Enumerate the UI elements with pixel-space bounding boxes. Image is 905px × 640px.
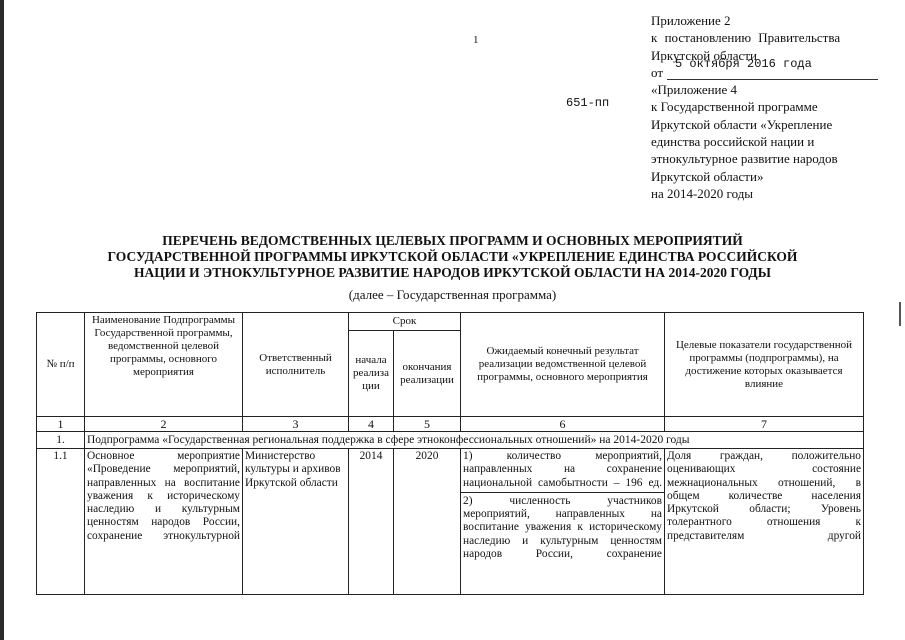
column-number: 4 xyxy=(349,417,394,432)
date-line xyxy=(651,56,891,81)
header-term-end: окончания реализации xyxy=(394,331,461,417)
title-line: ГОСУДАРСТВЕННОЙ ПРОГРАММЫ ИРКУТСКОЙ ОБЛАСТИ «УКРЕПЛЕНИЕ ЕДИНСТВА РОССИЙСКОЙ xyxy=(107,249,798,264)
title-line: ПЕРЕЧЕНЬ ВЕДОМСТВЕННЫХ ЦЕЛЕВЫХ ПРОГРАММ И ОСНОВНЫХ МЕРОПРИЯТИЙ xyxy=(162,233,743,248)
document-number: 651-пп xyxy=(566,96,610,110)
result-item-1: 1) количество мероприятий, направленных на сохранение национальной самобытности – 196 ед. xyxy=(461,450,664,493)
column-number: 5 xyxy=(394,417,461,432)
page-number: 1 xyxy=(473,34,479,46)
document-date: 5 октября 2016 года xyxy=(675,56,812,71)
column-number: 6 xyxy=(461,417,665,432)
column-number: 1 xyxy=(37,417,85,432)
annex-line: Иркутской области» xyxy=(651,168,764,184)
subprogram-title: Подпрограмма «Государственная региональная поддержка в сфере этноконфессиональных отношений» на 2014-2020 годы xyxy=(85,432,864,449)
result-item-2: 2) численность участников мероприятий, направленных на воспитание уважения к историческому наследию и культурным ценностям народов России, сохранение xyxy=(463,494,662,561)
header-indicators: Целевые показатели государственной программы (подпрограммы), на достижение которых оказывается влияние xyxy=(665,313,864,417)
row-result xyxy=(461,449,665,595)
row-start: 2014 xyxy=(349,449,394,595)
row-num: 1.1 xyxy=(37,449,85,595)
title-line: НАЦИИ И ЭТНОКУЛЬТУРНОЕ РАЗВИТИЕ НАРОДОВ ИРКУТСКОЙ ОБЛАСТИ НА 2014-2020 ГОДЫ xyxy=(134,265,771,280)
row-end: 2020 xyxy=(394,449,461,595)
row-name: Основное мероприятие «Проведение мероприятий, направленных на воспитание уважения к историческому наследию и культурным ценностям народов России, сохранение этнокультурной xyxy=(85,449,243,595)
subprogram-num: 1. xyxy=(37,432,85,449)
program-table xyxy=(36,312,864,595)
appendix-line: к постановлению Правительства xyxy=(651,30,841,46)
annex-line: этнокультурное развитие народов xyxy=(651,151,838,167)
annex-line: Иркутской области «Укрепление xyxy=(651,116,833,132)
row-indicators: Доля граждан, положительно оценивающих состояние межнациональных отношений, в общем количестве населения Иркутской области; Уровень толерантного отношения к представителям другой xyxy=(665,449,864,595)
scan-right-mark xyxy=(899,302,901,326)
scan-left-edge xyxy=(0,0,4,640)
annex-line: к Государственной программе xyxy=(651,99,818,115)
annex-line: единства российской нации и xyxy=(651,134,815,150)
appendix-line: Иркутской области xyxy=(651,47,757,63)
header-result: Ожидаемый конечный результат реализации ведомственной целевой программы, основного мероприятия xyxy=(461,313,665,417)
header-name: Наименование Подпрограммы Государственной программы, ведомственной целевой программы, основного мероприятия xyxy=(85,313,243,417)
header-executor: Ответственный исполнитель xyxy=(243,313,349,417)
date-prefix: от xyxy=(651,64,664,80)
header-term: Срок xyxy=(349,313,461,331)
date-underline xyxy=(667,79,878,80)
header-term-start: начала реализа ции xyxy=(349,331,394,417)
document-subtitle: (далее – Государственная программа) xyxy=(348,287,557,302)
document-title xyxy=(40,233,865,281)
appendix-block xyxy=(651,12,891,202)
column-number: 2 xyxy=(85,417,243,432)
column-number: 3 xyxy=(243,417,349,432)
column-number: 7 xyxy=(665,417,864,432)
annex-line: на 2014-2020 годы xyxy=(651,185,754,201)
appendix-line: Приложение 2 xyxy=(651,13,731,28)
header-num: № п/п xyxy=(37,313,85,417)
row-executor: Министерство культуры и архивов Иркутской области xyxy=(243,449,349,595)
annex-line: «Приложение 4 xyxy=(651,82,738,98)
